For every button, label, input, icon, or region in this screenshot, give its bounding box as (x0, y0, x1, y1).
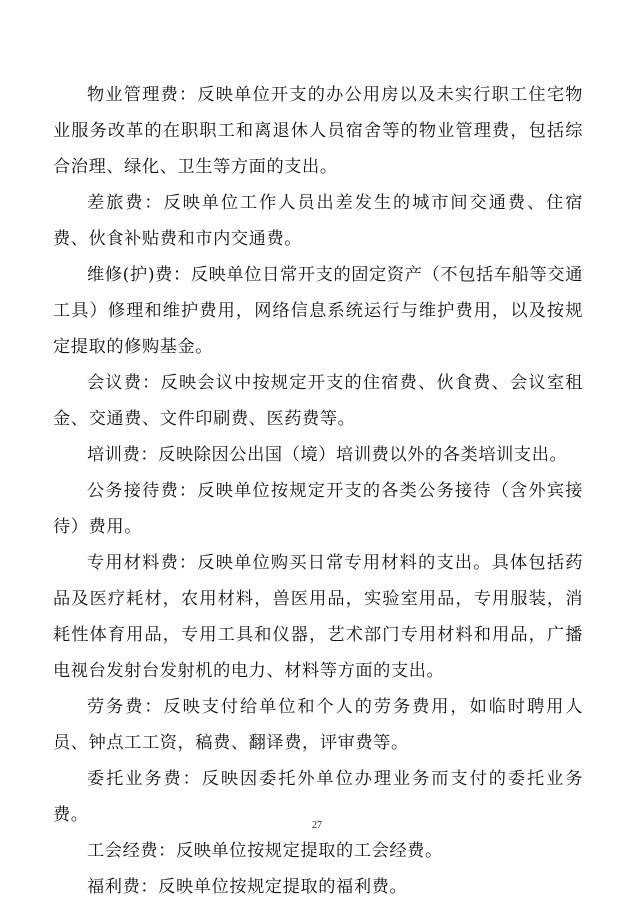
document-body (53, 77, 583, 905)
paragraph-maintenance-fee: 维修(护)费：反映单位日常开支的固定资产（不包括车船等交通工具）修理和维护费用，网络信息系统运行与维护费用，以及按规定提取的修购基金。 (53, 265, 583, 357)
paragraph-special-materials-fee: 专用材料费：反映单位购买日常专用材料的支出。具体包括药品及医疗耗材，农用材料，兽医用品，实验室用品，专用服装，消耗性体育用品，专用工具和仪器，艺术部门专用材料和用品，广播电视台发射台发射机的电力、材料等方面的支出。 (53, 553, 583, 681)
paragraph-union-fund: 工会经费：反映单位按规定提取的工会经费。 (87, 841, 443, 861)
paragraph-welfare-fee: 福利费：反映单位按规定提取的福利费。 (87, 877, 408, 897)
paragraph-travel-expense: 差旅费：反映单位工作人员出差发生的城市间交通费、住宿费、伙食补贴费和市内交通费。 (53, 193, 583, 249)
paragraph-entrusted-business-fee: 委托业务费：反映因委托外单位办理业务而支付的委托业务费。 (53, 769, 583, 825)
paragraph-training-fee: 培训费：反映除因公出国（境）培训费以外的各类培训支出。 (87, 445, 568, 465)
page-number: 27 (312, 820, 322, 831)
paragraph-labor-fee: 劳务费：反映支付给单位和个人的劳务费用，如临时聘用人员、钟点工工资，稿费、翻译费，评审费等。 (53, 697, 583, 753)
paragraph-meeting-fee: 会议费：反映会议中按规定开支的住宿费、伙食费、会议室租金、交通费、文件印刷费、医药费等。 (53, 373, 583, 429)
paragraph-property-management-fee: 物业管理费：反映单位开支的办公用房以及未实行职工住宅物业服务改革的在职职工和离退休人员宿舍等的物业管理费，包括综合治理、绿化、卫生等方面的支出。 (53, 85, 583, 177)
paragraph-official-reception-fee: 公务接待费：反映单位按规定开支的各类公务接待（含外宾接待）费用。 (53, 481, 583, 537)
